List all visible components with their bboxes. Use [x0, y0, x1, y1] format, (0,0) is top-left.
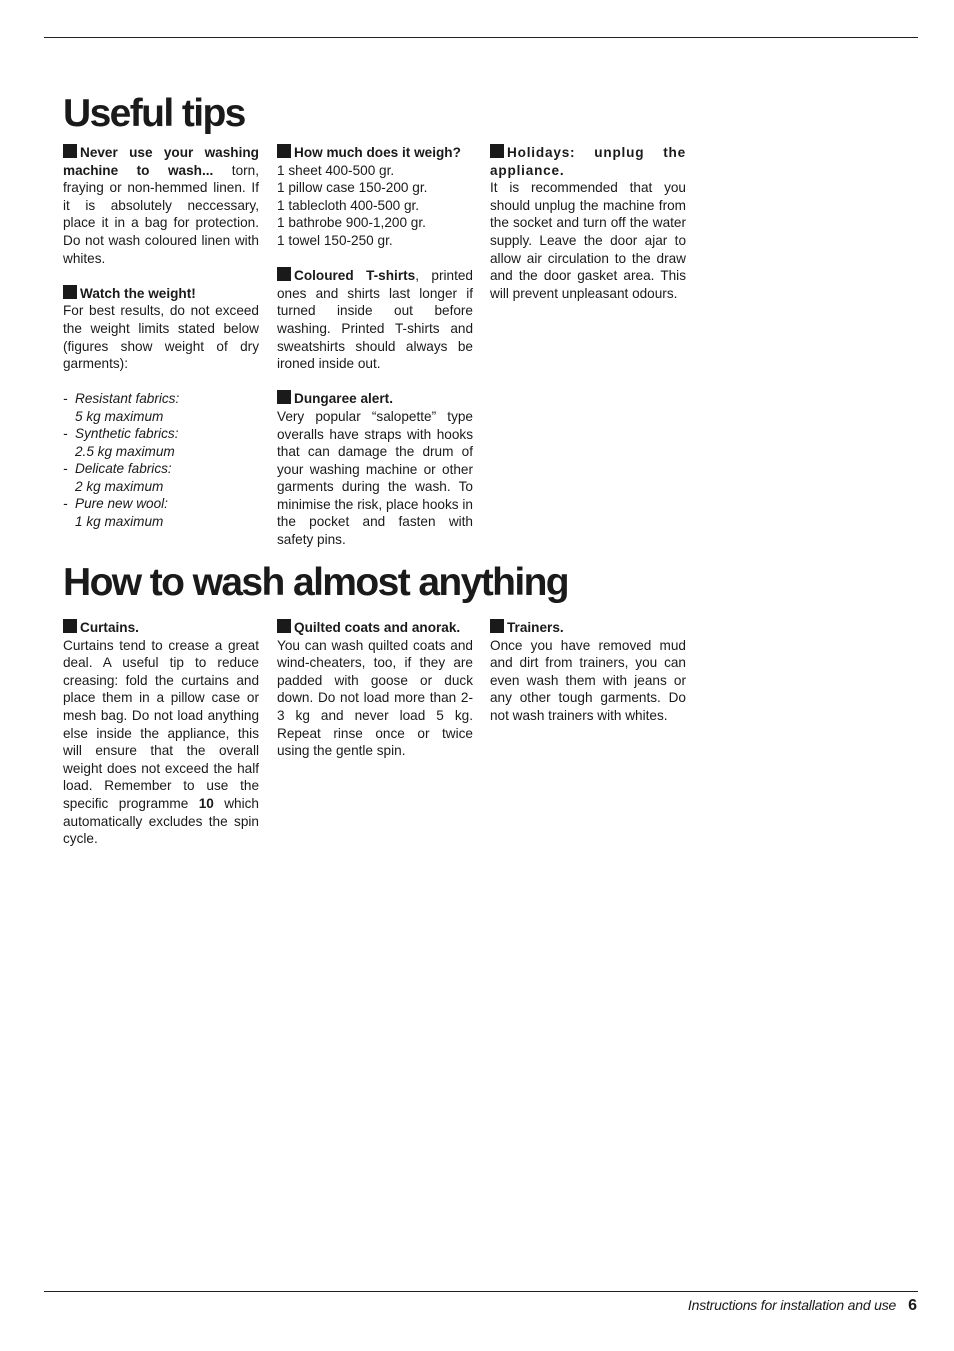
bullet-square-icon — [490, 144, 504, 158]
bullet-square-icon — [277, 144, 291, 158]
top-rule — [44, 37, 918, 38]
bullet-square-icon — [277, 390, 291, 404]
useful-tips-column-3 — [490, 144, 686, 320]
weight-line: 1 tablecloth 400-500 gr. — [277, 197, 420, 213]
how-to-wash-column-1 — [63, 619, 259, 865]
weight-limits-list — [63, 390, 259, 531]
tip-title: Dungaree alert. — [294, 391, 393, 407]
bullet-square-icon — [63, 619, 77, 633]
tip-body: Curtains tend to crease a great deal. A useful tip to reduce creasing: fold the curtains and place them in a pillow case or mesh bag. Do not load anything else inside the appliance, this will ensure that the overall weight does not exceed the half load. Remember to use the specific programme — [63, 637, 259, 811]
bottom-rule — [44, 1291, 918, 1292]
tip-title: Never use your washing machine to wash... — [63, 145, 259, 178]
tip-coloured-tshirts — [277, 267, 473, 373]
tip-quilted-coats — [277, 619, 473, 760]
tip-title: Watch the weight! — [80, 285, 196, 301]
bullet-square-icon — [63, 144, 77, 158]
list-item: - Delicate fabrics: 2 kg maximum — [63, 461, 172, 494]
list-item: - Synthetic fabrics: 2.5 kg maximum — [63, 426, 179, 459]
tip-dungaree-alert — [277, 390, 473, 548]
useful-tips-column-2 — [277, 144, 473, 566]
page-number: 6 — [908, 1297, 917, 1314]
useful-tips-heading: Useful tips — [63, 92, 245, 135]
footer-text: Instructions for installation and use — [687, 1297, 897, 1313]
weight-line: 1 towel 150-250 gr. — [277, 232, 393, 248]
tip-title: Curtains. — [80, 620, 139, 635]
tip-never-use — [63, 144, 259, 267]
tip-body: , printed ones and shirts last longer if turned inside out before washing. Printed T-shirts and sweatshirts should always be ironed inside out. — [277, 268, 473, 372]
bullet-square-icon — [277, 619, 291, 633]
how-to-wash-heading: How to wash almost anything — [63, 561, 569, 604]
tip-body: Very popular “salopette” type overalls have straps with hooks that can damage the drum of your washing machine or other garments during the wash. To minimise the risk, place hooks in the pocket and fasten with safety pins. — [277, 408, 473, 548]
bullet-square-icon — [277, 267, 291, 281]
list-item: - Resistant fabrics: 5 kg maximum — [63, 390, 180, 424]
how-to-wash-column-3 — [490, 619, 686, 742]
tip-title: Coloured T-shirts — [294, 268, 416, 284]
bullet-square-icon — [63, 285, 77, 299]
weight-line: 1 pillow case 150-200 gr. — [277, 180, 428, 196]
tip-trainers — [490, 619, 686, 725]
how-to-wash-column-2 — [277, 619, 473, 777]
tip-body-continued: which automatically excludes the spin cycle. — [63, 795, 259, 847]
tip-body: Once you have removed mud and dirt from trainers, you can even wash them with jeans or any other tough garments. Do not wash trainers with whites. — [490, 637, 686, 723]
useful-tips-column-1 — [63, 144, 259, 531]
list-item: - Pure new wool: 1 kg maximum — [63, 496, 168, 530]
tip-title: Quilted coats and anorak. — [294, 620, 461, 635]
programme-number: 10 — [198, 795, 214, 811]
page-footer — [688, 1297, 917, 1315]
tip-body: It is recommended that you should unplug the machine from the socket and turn off the water supply. Leave the door ajar to allow air circulation to the draw and the door gasket area. This will prevent unpleasant odours. — [490, 180, 686, 301]
weight-line: 1 sheet 400-500 gr. — [277, 162, 395, 178]
tip-body: For best results, do not exceed the weight limits stated below (figures show weight of dry garments): — [63, 303, 259, 372]
weight-line: 1 bathrobe 900-1,200 gr. — [277, 215, 426, 231]
tip-how-much-weigh — [277, 144, 473, 250]
tip-title: Holidays: unplug the appliance. — [490, 145, 686, 178]
tip-holidays — [490, 144, 686, 302]
tip-title: How much does it weigh? — [294, 145, 461, 160]
tip-curtains — [63, 619, 259, 848]
bullet-square-icon — [490, 619, 504, 633]
tip-watch-weight — [63, 285, 259, 373]
tip-body: torn, fraying or non-hemmed linen. If it is absolutely neccessary, place it in a bag for protection. Do not wash coloured linen with whites. — [63, 162, 259, 266]
tip-body: You can wash quilted coats and wind-cheaters, too, if they are padded with goose or duck down. Do not load more than 2-3 kg and never load 5 kg. Repeat rinse once or twice using the gentle spin. — [277, 637, 473, 759]
tip-title: Trainers. — [507, 620, 564, 635]
